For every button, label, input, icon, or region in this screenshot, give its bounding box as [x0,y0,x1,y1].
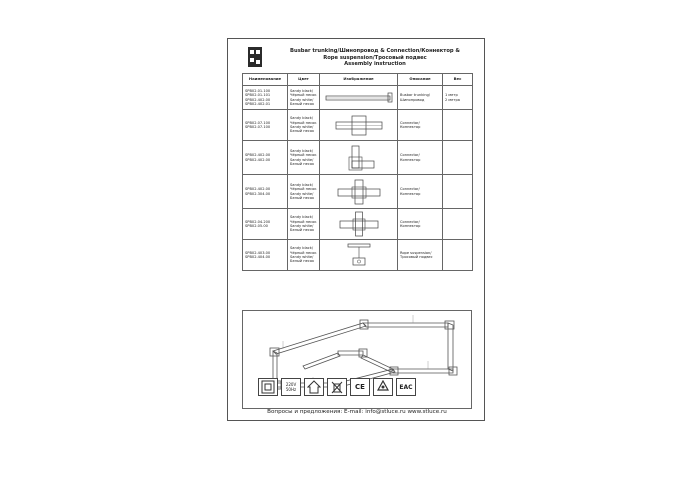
color-text: Белый песок [290,101,315,106]
color-text: Sandy black/ [290,182,314,187]
description-cell [398,175,443,209]
color-text: Белый песок [290,129,315,134]
brand-logo [248,47,262,67]
table-header-row [243,74,473,86]
frequency-text: 50Hz [285,387,297,392]
color-text: Белый песок [290,259,315,264]
article-code: SPB02.404.00 [245,255,271,259]
title-line-2: Rope suspension/Тросовый подвес [323,54,427,61]
description-text: Connector/ [400,120,420,125]
col-header-weight: Вес [443,74,473,86]
certification-icons [258,378,416,396]
image-cell [320,86,398,110]
title-line-1: Busbar trunking/Шинопровод & Connection/Коннектор & [290,48,460,54]
color-text: Чёрный песок [290,187,317,192]
color-text: Белый песок [290,228,315,233]
table-row [243,110,473,141]
color-text: Белый песок [290,195,315,200]
color-text: Sandy black/ [290,148,314,153]
color-text: Белый песок [290,161,315,166]
article-code: SPB02.05.00 [245,224,268,228]
color-text: Чёрный песок [290,120,317,125]
straight-connector-image [322,112,396,138]
article-code: SPB02.01.100 [245,88,271,93]
col-header-description: Описание [398,74,443,86]
article-code: SPB02.402.00 [245,153,271,158]
description-text: Тросовый подвес [400,255,433,259]
col-header-name: Наименование [243,74,288,86]
color-text: Sandy white/ [290,125,314,129]
image-cell [320,110,398,141]
article-code: SPB02.07.100 [245,120,271,125]
article-code: SPB02.402.00 [245,97,271,102]
weight-text: 2 метра [445,97,460,102]
article-code: SPB02.01.101 [245,93,271,98]
description-text: Коннектор [400,125,421,129]
busbar-image [322,89,396,107]
color-text: Чёрный песок [290,219,317,224]
color-text: Sandy white/ [290,255,314,259]
description-text: Connector/ [400,153,420,158]
color-text: Sandy white/ [290,97,314,102]
article-code: SPB02.402.00 [245,157,271,162]
table-row [243,175,473,209]
weight-cell [443,209,473,240]
color-text: Sandy black/ [290,215,314,220]
rope-suspension-image [322,242,396,268]
contacts-line: Вопросы и предложения: E-mail: info@stluce.ru www.stluce.ru [267,409,447,415]
image-cell [320,240,398,271]
table-row [243,86,473,110]
article-code: SPB02.07.100 [245,125,271,129]
codes-cell [243,175,288,209]
recycle-icon [373,378,393,396]
image-cell [320,209,398,240]
color-cell [288,86,320,110]
color-text: Sandy black/ [290,88,314,93]
description-text: Rope suspension/ [400,250,432,255]
codes-cell [243,240,288,271]
article-code: SPB02.04.200 [245,219,271,224]
article-code: SPB02.402.00 [245,187,271,192]
color-text: Sandy white/ [290,157,314,162]
description-cell [398,86,443,110]
weight-cell [443,175,473,209]
ce-text: CE [355,383,365,391]
color-text: Sandy white/ [290,224,314,228]
col-header-image: Изображение [320,74,398,86]
codes-cell [243,209,288,240]
col-header-color: Цвет [288,74,320,86]
cross-connector-image [322,210,396,238]
weight-cell [443,141,473,175]
table-row [243,141,473,175]
sheet-title [280,48,470,68]
color-text: Чёрный песок [290,93,317,98]
codes-cell [243,141,288,175]
description-text: Коннектор [400,191,421,196]
description-cell [398,240,443,271]
table-row [243,209,473,240]
description-cell [398,209,443,240]
image-cell [320,175,398,209]
description-text: Коннектор [400,224,421,228]
article-code: SPB02.403.00 [245,250,271,255]
eac-text: EAC [399,383,413,391]
codes-cell [243,110,288,141]
color-cell [288,110,320,141]
color-cell [288,240,320,271]
description-cell [398,110,443,141]
double-insulation-icon [258,378,278,396]
codes-cell [243,86,288,110]
table-row [243,240,473,271]
description-text: Connector/ [400,187,420,192]
weee-bin-icon [327,378,347,396]
description-text: Коннектор [400,157,421,162]
t-connector-image [322,177,396,207]
description-text: Connector/ [400,219,420,224]
color-text: Sandy black/ [290,116,314,121]
ce-mark-icon [350,378,370,396]
voltage-text: 220V [285,382,297,387]
instruction-sheet [227,38,485,421]
color-text: Чёрный песок [290,153,317,158]
color-text: Sandy black/ [290,246,314,251]
indoor-use-icon [304,378,324,396]
voltage-badge [281,378,301,396]
description-text: Busbar trunking/ [400,93,431,98]
color-text: Чёрный песок [290,250,317,255]
article-code: SPB02.304.00 [245,191,271,196]
parts-table [242,73,473,271]
weight-cell [443,110,473,141]
color-cell [288,175,320,209]
weight-cell [443,86,473,110]
weight-text: 1 метр [445,93,458,98]
description-text: Шинопровод [400,97,425,102]
corner-connector-image [322,143,396,173]
image-cell [320,141,398,175]
article-code: SPB02.402.01 [245,101,271,106]
color-text: Sandy white/ [290,191,314,196]
title-line-3: Assembly instruction [344,61,406,68]
weight-cell [443,240,473,271]
color-cell [288,141,320,175]
description-cell [398,141,443,175]
color-cell [288,209,320,240]
eac-mark-icon [396,378,416,396]
